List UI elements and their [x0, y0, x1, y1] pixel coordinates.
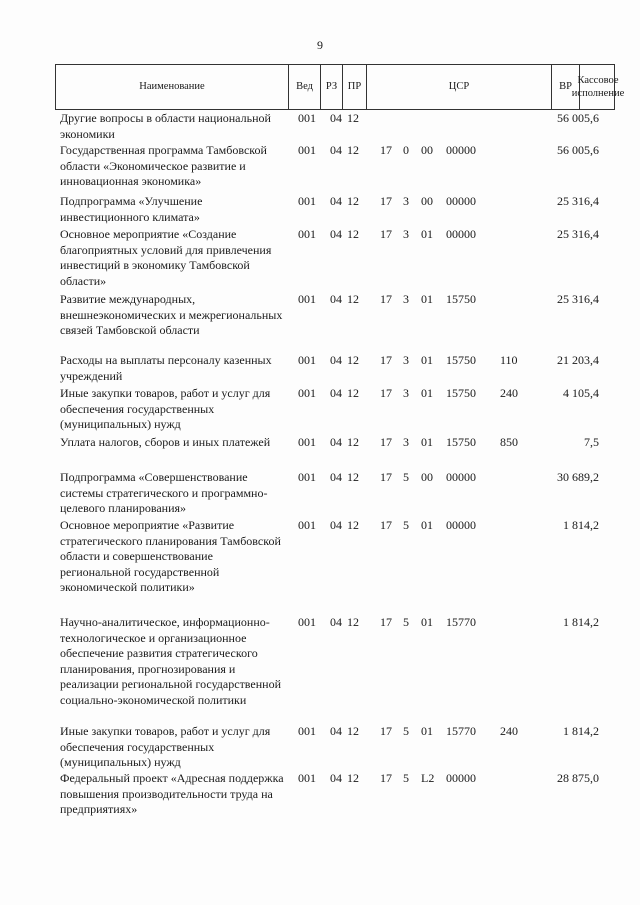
row-rz: 04 — [330, 771, 342, 785]
row-csr-direction: 15750 — [446, 435, 476, 449]
row-csr-direction: 15750 — [446, 386, 476, 400]
table-header — [55, 64, 625, 110]
row-name: Подпрограмма «Улучшение инвестиционного климата» — [60, 194, 203, 224]
row-csr-event: 01 — [421, 518, 433, 532]
row-ved: 001 — [298, 724, 316, 738]
header-rz: РЗ — [320, 65, 342, 109]
row-csr-program: 17 — [380, 227, 392, 241]
row-csr-program: 17 — [380, 435, 392, 449]
row-name: Развитие международных, внешнеэкономических и межрегиональных связей Тамбовской области — [60, 292, 283, 337]
header-amount: Кассовое исполнение — [579, 65, 616, 109]
row-pr: 12 — [347, 111, 359, 125]
row-pr: 12 — [347, 470, 359, 484]
row-amount: 1 814,2 — [563, 724, 599, 738]
row-csr-event: L2 — [421, 771, 435, 785]
row-ved: 001 — [298, 771, 316, 785]
row-rz: 04 — [330, 353, 342, 367]
row-name: Уплата налогов, сборов и иных платежей — [60, 435, 271, 449]
row-name: Другие вопросы в области национальной экономики — [60, 111, 271, 141]
row-vr: 850 — [500, 435, 518, 449]
row-csr-direction: 00000 — [446, 227, 476, 241]
row-csr-direction: 00000 — [446, 470, 476, 484]
row-csr-event: 01 — [421, 386, 433, 400]
row-rz: 04 — [330, 435, 342, 449]
row-pr: 12 — [347, 227, 359, 241]
row-csr-subprogram: 5 — [403, 518, 409, 532]
row-amount: 21 203,4 — [557, 353, 599, 367]
row-ved: 001 — [298, 353, 316, 367]
row-csr-program: 17 — [380, 194, 392, 208]
header-csr: ЦСР — [366, 65, 551, 109]
row-csr-subprogram: 5 — [403, 470, 409, 484]
row-rz: 04 — [330, 724, 342, 738]
row-csr-subprogram: 3 — [403, 435, 409, 449]
row-rz: 04 — [330, 111, 342, 125]
row-csr-direction: 15770 — [446, 724, 476, 738]
row-pr: 12 — [347, 771, 359, 785]
row-name: Иные закупки товаров, работ и услуг для обеспечения государственных (муниципальных) нужд — [60, 724, 271, 769]
row-csr-event: 00 — [421, 143, 433, 157]
row-csr-direction: 00000 — [446, 143, 476, 157]
row-amount: 28 875,0 — [557, 771, 599, 785]
row-amount: 56 005,6 — [557, 111, 599, 125]
row-csr-event: 01 — [421, 227, 433, 241]
row-name: Федеральный проект «Адресная поддержка повышения производительности труда на предприятиях» — [60, 771, 284, 816]
row-csr-subprogram: 3 — [403, 227, 409, 241]
row-ved: 001 — [298, 227, 316, 241]
row-csr-program: 17 — [380, 518, 392, 532]
row-csr-direction: 15750 — [446, 353, 476, 367]
header-pr: ПР — [342, 65, 366, 109]
row-pr: 12 — [347, 386, 359, 400]
row-rz: 04 — [330, 470, 342, 484]
row-amount: 1 814,2 — [563, 518, 599, 532]
row-rz: 04 — [330, 194, 342, 208]
row-rz: 04 — [330, 143, 342, 157]
row-csr-subprogram: 3 — [403, 292, 409, 306]
row-ved: 001 — [298, 386, 316, 400]
row-csr-event: 01 — [421, 435, 433, 449]
header-vr: ВР — [551, 65, 579, 109]
row-csr-event: 01 — [421, 292, 433, 306]
row-amount: 25 316,4 — [557, 194, 599, 208]
row-amount: 25 316,4 — [557, 292, 599, 306]
row-csr-direction: 15770 — [446, 615, 476, 629]
row-ved: 001 — [298, 111, 316, 125]
row-name: Государственная программа Тамбовской области «Экономическое развитие и инновационная экономика» — [60, 143, 267, 188]
row-rz: 04 — [330, 227, 342, 241]
row-csr-event: 00 — [421, 470, 433, 484]
row-pr: 12 — [347, 292, 359, 306]
row-csr-direction: 00000 — [446, 194, 476, 208]
row-name: Научно-аналитическое, информационно-технологическое и организационное обеспечение развития стратегического планирования, прогнозирования и реализации региональной государственной социально-экономической политики — [60, 615, 281, 707]
row-vr: 240 — [500, 386, 518, 400]
row-csr-subprogram: 3 — [403, 353, 409, 367]
row-csr-direction: 00000 — [446, 518, 476, 532]
row-ved: 001 — [298, 470, 316, 484]
row-csr-program: 17 — [380, 470, 392, 484]
row-ved: 001 — [298, 518, 316, 532]
row-pr: 12 — [347, 615, 359, 629]
row-csr-program: 17 — [380, 143, 392, 157]
row-vr: 110 — [500, 353, 518, 367]
row-name: Иные закупки товаров, работ и услуг для обеспечения государственных (муниципальных) нужд — [60, 386, 271, 431]
row-vr: 240 — [500, 724, 518, 738]
row-csr-event: 00 — [421, 194, 433, 208]
row-amount: 7,5 — [584, 435, 599, 449]
row-pr: 12 — [347, 194, 359, 208]
row-rz: 04 — [330, 518, 342, 532]
row-pr: 12 — [347, 435, 359, 449]
header-name: Наименование — [139, 81, 205, 93]
row-csr-subprogram: 0 — [403, 143, 409, 157]
row-pr: 12 — [347, 353, 359, 367]
row-rz: 04 — [330, 615, 342, 629]
row-ved: 001 — [298, 292, 316, 306]
row-csr-program: 17 — [380, 615, 392, 629]
row-name: Основное мероприятие «Развитие стратегического планирования Тамбовской области и совершенствование региональной государственной экономической политики» — [60, 518, 281, 594]
row-csr-subprogram: 3 — [403, 194, 409, 208]
row-name: Подпрограмма «Совершенствование системы стратегического и программно-целевого планирования» — [60, 470, 268, 515]
row-csr-program: 17 — [380, 292, 392, 306]
row-csr-event: 01 — [421, 724, 433, 738]
row-amount: 56 005,6 — [557, 143, 599, 157]
row-ved: 001 — [298, 143, 316, 157]
page-number: 9 — [317, 38, 323, 52]
row-amount: 25 316,4 — [557, 227, 599, 241]
row-csr-program: 17 — [380, 386, 392, 400]
row-csr-direction: 15750 — [446, 292, 476, 306]
row-csr-program: 17 — [380, 724, 392, 738]
header-ved: Вед — [288, 65, 320, 109]
row-csr-program: 17 — [380, 353, 392, 367]
row-amount: 4 105,4 — [563, 386, 599, 400]
row-csr-direction: 00000 — [446, 771, 476, 785]
row-amount: 1 814,2 — [563, 615, 599, 629]
row-ved: 001 — [298, 615, 316, 629]
row-amount: 30 689,2 — [557, 470, 599, 484]
row-ved: 001 — [298, 194, 316, 208]
row-csr-subprogram: 5 — [403, 724, 409, 738]
row-pr: 12 — [347, 724, 359, 738]
row-csr-program: 17 — [380, 771, 392, 785]
row-csr-subprogram: 5 — [403, 771, 409, 785]
row-rz: 04 — [330, 386, 342, 400]
row-rz: 04 — [330, 292, 342, 306]
row-name: Основное мероприятие «Создание благоприятных условий для привлечения инвестиций в экономику Тамбовской области» — [60, 227, 272, 288]
row-ved: 001 — [298, 435, 316, 449]
row-pr: 12 — [347, 143, 359, 157]
row-csr-event: 01 — [421, 353, 433, 367]
row-csr-subprogram: 5 — [403, 615, 409, 629]
row-csr-subprogram: 3 — [403, 386, 409, 400]
row-csr-event: 01 — [421, 615, 433, 629]
row-name: Расходы на выплаты персоналу казенных учреждений — [60, 353, 272, 383]
row-pr: 12 — [347, 518, 359, 532]
